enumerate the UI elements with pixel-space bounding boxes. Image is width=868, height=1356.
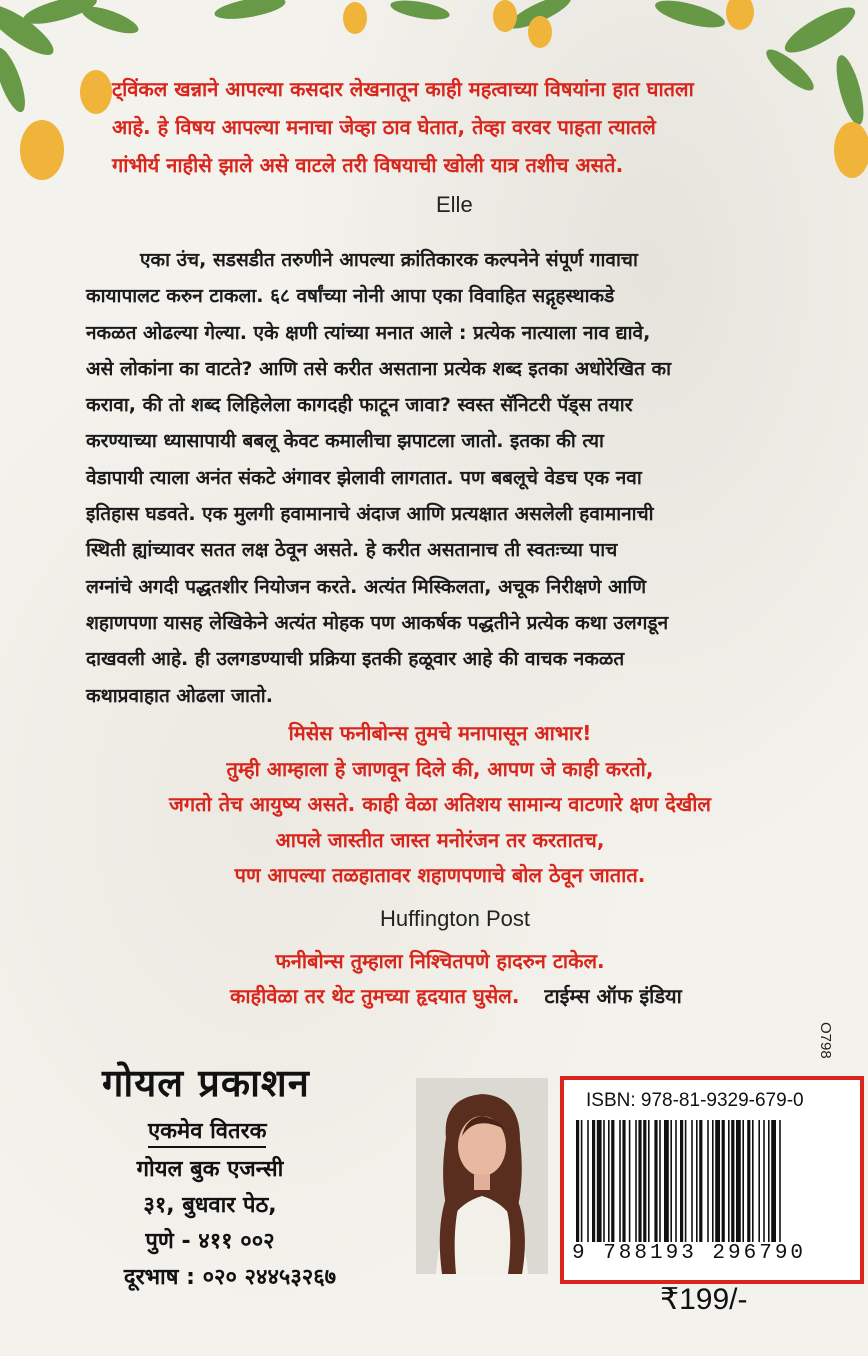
second-quote-line: मिसेस फनीबोन्स तुमचे मनापासून आभार! (288, 721, 592, 745)
barcode-bar (712, 1120, 714, 1244)
barcode-bar (736, 1120, 741, 1244)
barcode-bar (779, 1120, 781, 1244)
top-quote-line: ट्विंकल खन्नाने आपल्या कसदार लेखनातून काही महत्वाच्या विषयांना हात घातला (112, 77, 694, 101)
barcode-bar (680, 1120, 683, 1244)
description-line: एका उंच, सडसडीत तरुणीने आपल्या क्रांतिकारक कल्पनेने संपूर्ण गावाचा (140, 249, 638, 271)
description-line: शहाणपणा यासह लेखिकेने अत्यंत मोहक पण आकर्षक पद्धतीने प्रत्येक कथा उलगडून (86, 611, 669, 634)
barcode-bar (648, 1120, 650, 1244)
barcode-bar (611, 1120, 614, 1244)
barcode-bar (768, 1120, 770, 1244)
description-line: लग्नांचे अगदी पद्धतशीर नियोजन करते. अत्यंत मिस्किलता, अचूक निरीक्षणे आणि (86, 575, 647, 598)
description-line: दाखवली आहे. ही उलगडण्याची प्रक्रिया इतकी हळूवार आहे की वाचक नकळत (86, 648, 625, 671)
top-quote-source: Elle (436, 192, 473, 217)
second-quote (60, 716, 820, 894)
barcode-bar (685, 1120, 687, 1244)
barcode-bar (638, 1120, 641, 1244)
barcode-bar (722, 1120, 725, 1244)
description-line: कायापालट करुन टाकला. ६८ वर्षांच्या नोनी आपा एका विवाहित सद्गृहस्थाकडे (86, 285, 615, 308)
third-quote-text: काहीवेळा तर थेट तुमच्या हृदयात घुसेल. (230, 984, 520, 1008)
author-photo-image (416, 1078, 548, 1274)
barcode-graphic (572, 1120, 852, 1250)
barcode-bar (659, 1120, 661, 1244)
description-line: करावा, की तो शब्द लिहिलेला कागदही फाटून जावा? स्वस्त सॅनिटरी पॅड्स तयार (86, 394, 633, 417)
barcode-bar (691, 1120, 693, 1244)
barcode-bar (747, 1120, 750, 1244)
description-line: करण्याच्या ध्यासापायी बबलू केवट कमालीचा झपाटला जातो. इतका की त्या (86, 430, 604, 453)
barcode-bar (731, 1120, 734, 1244)
isbn-label: ISBN: 978-81-9329-679-0 (586, 1090, 804, 1111)
isbn-barcode-box (560, 1076, 864, 1284)
distributor-name: गोयल बुक एजन्सी (136, 1157, 284, 1182)
barcode-bar (581, 1120, 583, 1244)
address-line: ३१, बुधवार पेठ, (143, 1193, 277, 1218)
top-quote (112, 70, 832, 184)
barcode-bar (771, 1120, 776, 1244)
author-photo (416, 1078, 548, 1274)
second-quote-source: Huffington Post (380, 906, 531, 931)
third-quote-line1 (60, 944, 820, 980)
description-line: इतिहास घडवते. एक मुलगी हवामानाचे अंदाज आणि प्रत्यक्षात असलेली हवामानाची (86, 503, 654, 526)
second-quote-line: जगतो तेच आयुष्य असते. काही वेळा अतिशय सामान्य वाटणारे क्षण देखील (169, 792, 711, 816)
barcode-bar (675, 1120, 677, 1244)
barcode-bar (643, 1120, 646, 1244)
second-quote-line: पण आपल्या तळहातावर शहाणपणाचे बोल ठेवून जातात. (234, 863, 646, 887)
barcode-bar (670, 1120, 672, 1244)
barcode-bar (654, 1120, 657, 1244)
barcode-bar (763, 1120, 765, 1244)
top-quote-line: आहे. हे विषय आपल्या मनाचा जेव्हा ठाव घेतात, तेव्हा वरवर पाहता त्यातले (112, 115, 656, 139)
top-quote-line: गांभीर्य नाहीसे झाले असे वाटले तरी विषयाची खोली यात्र तशीच असते. (112, 153, 624, 177)
barcode-bar (576, 1120, 579, 1244)
barcode-bar (752, 1120, 754, 1244)
barcode-bar (619, 1120, 621, 1244)
address-line: पुणे - ४११ ००२ (145, 1229, 275, 1254)
barcode-bar (742, 1120, 744, 1244)
side-code: O798 (817, 1022, 834, 1059)
description-line: कथाप्रवाहात ओढला जातो. (86, 684, 273, 707)
second-quote-line: तुम्ही आम्हाला हे जाणवून दिले की, आपण जे काही करतो, (226, 756, 654, 781)
third-quote-source: टाईम्स ऑफ इंडिया (544, 984, 682, 1008)
barcode-bar (587, 1120, 589, 1244)
description-paragraph (86, 242, 824, 714)
barcode-bar (635, 1120, 637, 1244)
barcode-bar (758, 1120, 760, 1244)
third-quote-text: फनीबोन्स तुम्हाला निश्चितपणे हादरुन टाकेल. (275, 949, 605, 973)
description-line: वेडापायी त्याला अनंत संकटे अंगावर झेलावी लागतात. पण बबलूचे वेडच एक नवा (86, 466, 642, 489)
second-quote-line: आपले जास्तीत जास्त मनोरंजन तर करतातच, (275, 827, 605, 852)
barcode-bar (715, 1120, 720, 1244)
description-line: स्थिती ह्यांच्यावर सतत लक्ष ठेवून असते. हे करीत असतानाच ती स्वतःच्या पाच (86, 539, 618, 562)
barcode-bar (664, 1120, 669, 1244)
third-quote-line2 (230, 982, 682, 1009)
price: ₹199/- (660, 1283, 748, 1316)
phone-number: दूरभाष : ०२० २४४५३२६७ (123, 1265, 337, 1290)
distributor-label: एकमेव वितरक (148, 1118, 266, 1148)
publisher-name: गोयल प्रकाशन (102, 1061, 310, 1105)
barcode-bar (608, 1120, 610, 1244)
barcode-bar (603, 1120, 605, 1244)
barcode-digits: 9 788193 296790 (572, 1242, 807, 1265)
barcode-bar (597, 1120, 602, 1244)
barcode-bar (622, 1120, 625, 1244)
barcode-bar (696, 1120, 698, 1244)
barcode-bar (728, 1120, 730, 1244)
barcode-bar (592, 1120, 595, 1244)
barcode-bar (629, 1120, 631, 1244)
barcode-bar (699, 1120, 702, 1244)
barcode-bar (707, 1120, 709, 1244)
description-line: असे लोकांना का वाटते? आणि तसे करीत असताना प्रत्येक शब्द इतका अधोरेखित का (86, 357, 672, 380)
description-line: नकळत ओढल्या गेल्या. एके क्षणी त्यांच्या मनात आले : प्रत्येक नात्याला नाव द्यावे, (86, 321, 651, 344)
